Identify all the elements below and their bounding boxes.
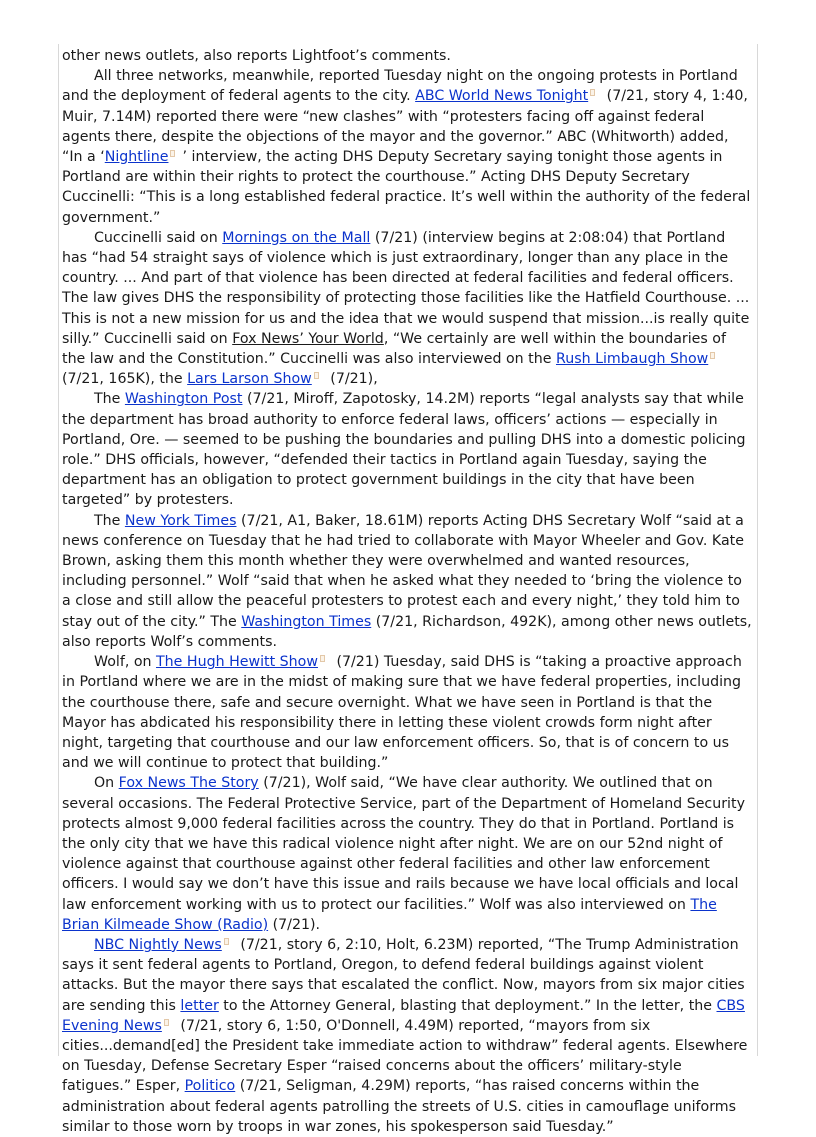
paragraph-4: The New York Times (7/21, A1, Baker, 18.61M) reports Acting DHS Secretary Wolf “said at a news conference on Tuesday that he had tried to collaborate with Mayor Wheeler and Gov. Kate Brown, asking them this month whether they were overwhelmed and wanted resources, including personnel.” Wolf “said that when he asked what they needed to ‘bring the violence to a close and still allow the peaceful protesters to protest each and every night,’ they told him to stay out of the city.” The Washington Times (7/21, Richardson, 492K), among other news outlets, also reports Wolf’s comments. <box>62 512 752 650</box>
paragraph-6: On Fox News The Story (7/21), Wolf said, “We have clear authority. We outlined that on several occasions. The Federal Protective Service, part of the Department of Homeland Security protects almost 9,000 federal facilities across the country. They do that in Portland. Portland is the only city that we have this radical violence night after night. We are on our 52nd night of violence against that courthouse against other federal facilities and other law enforcement officers. I would say we don’t have this issue and rails because we have local officials and local law enforcement working with us to protect our facilities.” Wolf was also interviewed on The Brian Kilmeade Show (Radio) (7/21). <box>62 775 745 933</box>
link-abc-world-news-tonight[interactable]: ABC World News Tonight <box>415 88 589 105</box>
document-body <box>62 46 752 1137</box>
link-hugh-hewitt-show[interactable]: The Hugh Hewitt Show <box>156 654 318 671</box>
link-letter[interactable]: letter <box>180 997 219 1014</box>
link-brian-kilmeade-show[interactable]: The Brian Kilmeade Show (Radio) <box>62 896 717 933</box>
link-new-york-times[interactable]: New York Times <box>124 512 237 529</box>
link-lars-larson-show[interactable]: Lars Larson Show <box>187 371 312 388</box>
link-nightline[interactable]: Nightline <box>104 149 169 166</box>
fox-news-your-world-label: Fox News’ Your World <box>232 330 384 347</box>
right-margin-rule <box>757 44 758 1056</box>
link-washington-post[interactable]: Washington Post <box>124 391 243 408</box>
paragraph-3: The Washington Post (7/21, Miroff, Zapotosky, 14.2M) reports “legal analysts say that while the department has broad authority to enforce federal laws, officers’ actions — especially in Portland, Ore. — seemed to be pushing the boundaries and pulling DHS into a domestic policing role.” DHS officials, however, “defended their tactics in Portland again Tuesday, saying the department has an obligation to protect government buildings in the city that have been targeted” by protesters. <box>62 391 746 509</box>
paragraph-1: All three networks, meanwhile, reported Tuesday night on the ongoing protests in Portland and the deployment of federal agents to the city. ABC World News Tonight (7/21, story 4, 1:40, Muir, 7.14M) reported there were “new clashes” with “protesters facing off against federal agents there, despite the objections of the mayor and the governor.” ABC (Whitworth) added, “In a ‘Nightline ’ interview, the acting DHS Deputy Secretary saying tonight those agents in Portland are within their rights to protect the courthouse.” Acting DHS Deputy Secretary Cuccinelli: “This is a long established federal practice. It’s well within the authority of the federal government.” <box>62 68 751 226</box>
paragraph-5: Wolf, on The Hugh Hewitt Show (7/21) Tuesday, said DHS is “taking a proactive approach in Portland where we are in the midst of making sure that we have federal properties, including the courthouse there, safe and secure overnight. What we have seen in Portland is that the Mayor has abdicated his responsibility there in letting these violent crowds form night after night, targeting that courthouse and our law enforcement officers. So, that is of concern to us and we will continue to protect that building.” <box>62 654 742 772</box>
link-washington-times[interactable]: Washington Times <box>241 613 372 630</box>
link-rush-limbaugh-show[interactable]: Rush Limbaugh Show <box>555 351 709 368</box>
link-mornings-on-the-mall[interactable]: Mornings on the Mall <box>222 229 371 246</box>
paragraph-7: NBC Nightly News (7/21, story 6, 2:10, Holt, 6.23M) reported, “The Trump Administration says it sent federal agents to Portland, Oregon, to defend federal buildings against violent attacks. But the mayor there says that escalated the conflict. Now, mayors from six major cities are sending this letter to the Attorney General, blasting that deployment.” In the letter, the CBS Evening News (7/21, story 6, 1:50, O'Donnell, 4.49M) reported, “mayors from six cities...demand[ed] the President take immediate action to withdraw” federal agents. Elsewhere on Tuesday, Defense Secretary Esper “raised concerns about the officers’ military-style fatigues.” Esper, Politico (7/21, Seligman, 4.29M) reports, “has raised concerns within the administration about federal agents patrolling the streets of U.S. cities in camouflage uniforms similar to those worn by troops in war zones, his spokesperson said Tuesday.” <box>62 936 748 1135</box>
left-margin-rule <box>58 44 59 1056</box>
link-cbs-evening-news[interactable]: CBS Evening News <box>62 997 745 1034</box>
link-nbc-nightly-news[interactable]: NBC Nightly News <box>94 936 222 953</box>
link-politico[interactable]: Politico <box>184 1078 236 1095</box>
link-fox-news-the-story[interactable]: Fox News The Story <box>118 775 259 792</box>
paragraph-2: Cuccinelli said on Mornings on the Mall (7/21) (interview begins at 2:08:04) that Portland has “had 54 straight says of violence which is just extraordinary, longer than any place in the country. ... And part of that violence has been directed at federal facilities and federal officers. The law gives DHS the responsibility of protecting those facilities like the Hatfield Courthouse. ... This is not a new mission for us and the idea that we would suspend that mission...is really quite silly.” Cuccinelli said on Fox News’ Your World, “We certainly are well within the boundaries of the law and the Constitution.” Cuccinelli was also interviewed on the Rush Limbaugh Show (7/21, 165K), the Lars Larson Show (7/21), <box>62 229 750 388</box>
paragraph-0: other news outlets, also reports Lightfoot’s comments. <box>62 48 451 64</box>
